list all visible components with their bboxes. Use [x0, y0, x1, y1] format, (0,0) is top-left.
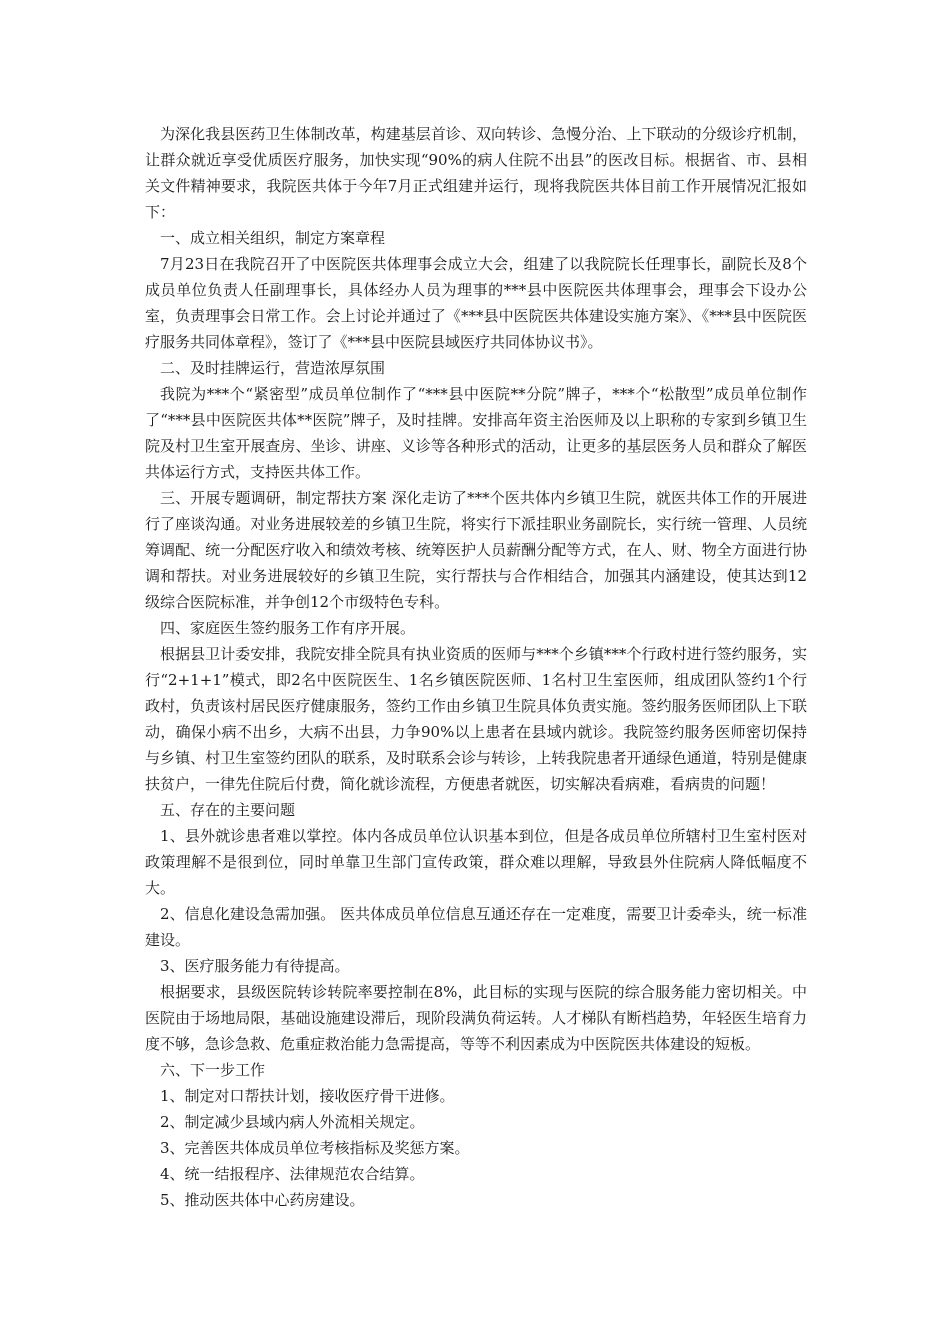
section-heading-5: 五、存在的主要问题: [160, 801, 296, 819]
problem-item-3: 3、医疗服务能力有待提高。: [160, 957, 350, 975]
next-step-item-2: 2、制定减少县域内病人外流相关规定。: [160, 1113, 425, 1131]
section-1-paragraph: 7月23日在我院召开了中医院医共体理事会成立大会，组建了以我院院长任理事长，副院长及8个成员单位负责人任副理事长，具体经办人员为理事的***县中医院医共体理事会，理事会下设办公室，负责理事会日常工作。会上讨论并通过了《***县中医院医共体建设实施方案》、《***县中医院医疗服务共同体章程》，签订了《***县中医院县域医疗共同体协议书》。: [145, 255, 807, 351]
section-heading-4: 四、家庭医生签约服务工作有序开展。: [160, 619, 416, 637]
section-heading-6: 六、下一步工作: [160, 1061, 266, 1079]
next-step-item-3: 3、完善医共体成员单位考核指标及奖惩方案。: [160, 1139, 470, 1157]
next-step-item-4: 4、统一结报程序、法律规范农合结算。: [160, 1165, 425, 1183]
section-heading-2: 二、及时挂牌运行，营造浓厚氛围: [160, 359, 386, 377]
problem-item-3-detail: 根据要求，县级医院转诊转院率要控制在8%，此目标的实现与医院的综合服务能力密切相关。中医院由于场地局限，基础设施建设滞后，现阶段满负荷运转。人才梯队有断档趋势，年轻医生培育力度不够，急诊急救、危重症救治能力急需提高，等等不利因素成为中医院医共体建设的短板。: [145, 983, 807, 1053]
problem-item-2: 2、信息化建设急需加强。 医共体成员单位信息互通还存在一定难度，需要卫计委牵头，统一标准建设。: [145, 905, 807, 949]
section-3-paragraph: 三、开展专题调研，制定帮扶方案 深化走访了***个医共体内乡镇卫生院，就医共体工作的开展进行了座谈沟通。对业务进展较差的乡镇卫生院，将实行下派挂职业务副院长，实行统一管理、人员统筹调配、统一分配医疗收入和绩效考核、统筹医护人员薪酬分配等方式，在人、财、物全方面进行协调和帮扶。对业务进展较好的乡镇卫生院，实行帮扶与合作相结合，加强其内涵建设，使其达到12级综合医院标准，并争创12个市级特色专科。: [145, 489, 807, 611]
section-heading-1: 一、成立相关组织，制定方案章程: [160, 229, 386, 247]
document-body: [145, 121, 807, 1213]
next-step-item-1: 1、制定对口帮扶计划，接收医疗骨干进修。: [160, 1087, 455, 1105]
problem-item-1: 1、县外就诊患者难以掌控。体内各成员单位认识基本到位，但是各成员单位所辖村卫生室村医对政策理解不是很到位，同时单靠卫生部门宣传政策，群众难以理解，导致县外住院病人降低幅度不大。: [145, 827, 807, 897]
section-2-paragraph: 我院为***个“紧密型”成员单位制作了“***县中医院**分院”牌子，***个“松散型”成员单位制作了“***县中医院医共体**医院”牌子，及时挂牌。安排高年资主治医师及以上职称的专家到乡镇卫生院及村卫生室开展查房、坐诊、讲座、义诊等各种形式的活动，让更多的基层医务人员和群众了解医共体运行方式，支持医共体工作。: [145, 385, 807, 481]
intro-paragraph: 为深化我县医药卫生体制改革，构建基层首诊、双向转诊、急慢分治、上下联动的分级诊疗机制，让群众就近享受优质医疗服务，加快实现“90%的病人住院不出县”的医改目标。根据省、市、县相关文件精神要求，我院医共体于今年7月正式组建并运行，现将我院医共体目前工作开展情况汇报如下：: [145, 125, 807, 221]
section-4-paragraph: 根据县卫计委安排，我院安排全院具有执业资质的医师与***个乡镇***个行政村进行签约服务，实行“2+1+1”模式，即2名中医院医生、1名乡镇医院医师、1名村卫生室医师，组成团队签约1个行政村，负责该村居民医疗健康服务，签约工作由乡镇卫生院具体负责实施。签约服务医师团队上下联动，确保小病不出乡，大病不出县，力争90%以上患者在县域内就诊。我院签约服务医师密切保持与乡镇、村卫生室签约团队的联系，及时联系会诊与转诊，上转我院患者开通绿色通道，特别是健康扶贫户，一律先住院后付费，简化就诊流程，方便患者就医，切实解决看病难，看病贵的问题！: [145, 645, 807, 793]
next-step-item-5: 5、推动医共体中心药房建设。: [160, 1191, 365, 1209]
